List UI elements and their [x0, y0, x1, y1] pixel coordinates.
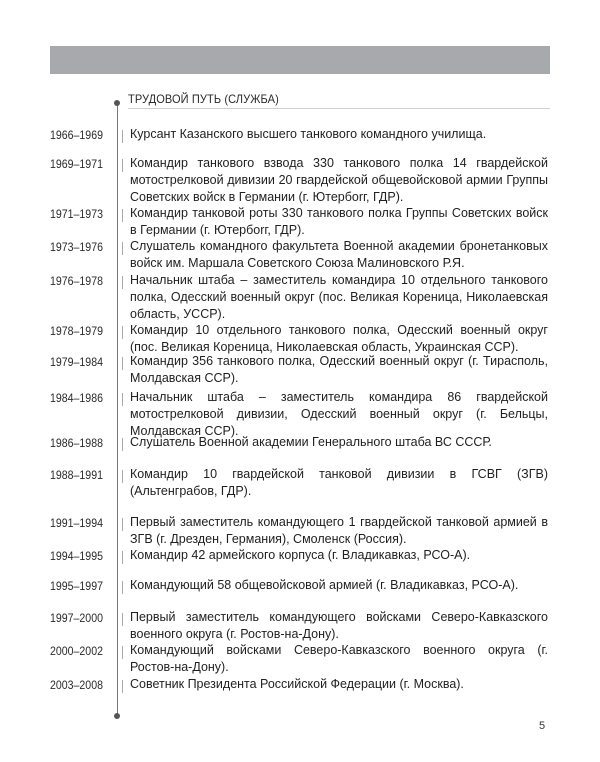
entry-text: Командир танковой роты 330 танкового полка Группы Советских войск в Германии (г. Ютербоrг, ГДР).: [130, 206, 548, 237]
entry-years: 1969–1971: [50, 159, 103, 171]
entry-text: Начальник штаба – заместитель командира 10 отдельного танкового полка, Одесский военный округ (пос. Великая Кореница, Николаевская область, УССР).: [130, 273, 548, 321]
entry-tick: [122, 646, 123, 659]
entry-years: 1988–1991: [50, 470, 103, 482]
entry-text: Слушатель Военной академии Генерального штаба ВС СССР.: [130, 435, 492, 449]
timeline-line: [117, 104, 118, 716]
entry-tick: [122, 551, 123, 564]
entry-years: 1995–1997: [50, 581, 103, 593]
entry-years: 1973–1976: [50, 242, 103, 254]
entry-text: Первый заместитель командующего 1 гвардейской танковой армией в ЗГВ (г. Дрезден, Германия), Смоленск (Россия).: [130, 515, 548, 546]
entry-tick: [122, 130, 123, 143]
entry-tick: [122, 393, 123, 406]
entry-text: Начальник штаба – заместитель командира 86 гвардейской мотострелковой дивизии, Одесский военный округ (г. Бельцы, Молдавская ССР).: [130, 390, 548, 438]
timeline-start-dot: [114, 100, 120, 106]
entry-years: 1984–1986: [50, 393, 103, 405]
entry-text: Командир танкового взвода 330 танкового полка 14 гвардейской мотострелковой дивизии 20 гвардейской общевойсковой армии Группы Советских войск в Германии (г. Ютербоrг, ГДР).: [130, 156, 548, 204]
entry-years: 1966–1969: [50, 130, 103, 142]
entry-years: 1986–1988: [50, 438, 103, 450]
entry-text: Командующий 58 общевойсковой армией (г. Владикавказ, РСО-А).: [130, 578, 519, 592]
entry-text: Первый заместитель командующего войсками Северо-Кавказского военного округа (г. Ростов-на-Дону).: [130, 610, 548, 641]
entry-years: 1997–2000: [50, 613, 103, 625]
entry-years: 1979–1984: [50, 357, 103, 369]
entry-tick: [122, 209, 123, 222]
entry-years: 1976–1978: [50, 276, 103, 288]
entry-tick: [122, 581, 123, 594]
entry-years: 1994–1995: [50, 551, 103, 563]
entry-text: Командир 10 гвардейской танковой дивизии в ГСВГ (ЗГВ) (Альтенграбов, ГДР).: [130, 467, 548, 498]
header-bar: [50, 46, 550, 74]
section-title: ТРУДОВОЙ ПУТЬ (СЛУЖБА): [128, 92, 279, 106]
entry-text: Командующий войсками Северо-Кавказского военного округа (г. Ростов-на-Дону).: [130, 643, 548, 674]
entry-text: Советник Президента Российской Федерации (г. Москва).: [130, 677, 464, 691]
entry-years: 2000–2002: [50, 646, 103, 658]
title-underline: [128, 108, 550, 109]
entry-text: Слушатель командного факультета Военной академии бронетанковых войск им. Маршала Советского Союза Малиновского Р.Я.: [130, 239, 548, 270]
entry-text: Курсант Казанского высшего танкового командного училища.: [130, 127, 487, 141]
entry-text: Командир 10 отдельного танкового полка, Одесский военный округ (пос. Великая Кореница, Николаевская область, Украинская ССР).: [130, 323, 548, 354]
entry-tick: [122, 470, 123, 483]
entry-tick: [122, 518, 123, 531]
entry-tick: [122, 276, 123, 289]
entry-tick: [122, 242, 123, 255]
page-number: 5: [539, 720, 546, 732]
timeline-end-dot: [114, 713, 120, 719]
entry-years: 1991–1994: [50, 518, 103, 530]
entry-tick: [122, 438, 123, 451]
entry-years: 2003–2008: [50, 680, 103, 692]
entry-tick: [122, 680, 123, 693]
entry-tick: [122, 613, 123, 626]
entry-text: Командир 356 танкового полка, Одесский военный округ (г. Тирасполь, Молдавская ССР).: [130, 354, 548, 385]
entry-text: Командир 42 армейского корпуса (г. Владикавказ, РСО-А).: [130, 548, 471, 562]
entry-years: 1971–1973: [50, 209, 103, 221]
entry-tick: [122, 357, 123, 370]
entry-tick: [122, 326, 123, 339]
entry-tick: [122, 159, 123, 172]
entry-years: 1978–1979: [50, 326, 103, 338]
